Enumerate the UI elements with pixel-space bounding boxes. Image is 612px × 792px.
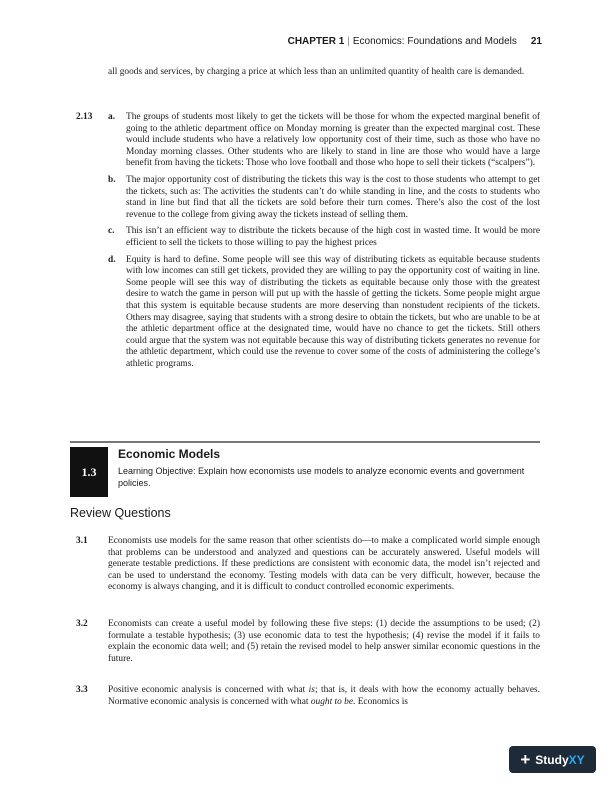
part-text: The groups of students most likely to get the tickets will be those for whom the expected marginal benefit of going to the athletic department office on Monday morning is greater than the expected marginal cost. These would include students who have a relatively low opportunity cost of their time, such as those who have no Monday morning classes. Other students who are likely to stand in line are those who would have a large benefit from having the tickets: Those who love football and those who hope to sell their tickets (“scalpers”).	[126, 112, 540, 169]
learning-objective: Learning Objective: Explain how economists use models to analyze economic events and government policies.	[118, 466, 525, 488]
problem-part-a	[108, 112, 540, 170]
chapter-label: CHAPTER 1	[287, 36, 345, 47]
part-label: a.	[108, 112, 116, 122]
part-text: The major opportunity cost of distributing the tickets this way is the cost to those students who attempt to get the tickets, such as: The activities the students can’t do while standing in line, and the costs to students who stand in line but find that all the tickets are sold before their turn comes. There’s also the cost of the lost revenue to the college from giving away the tickets instead of selling them.	[126, 174, 540, 220]
section-header	[70, 441, 540, 501]
emphasis-is: is	[308, 685, 315, 695]
chapter-title: Economics: Foundations and Models	[352, 36, 517, 47]
question-answer: Economists use models for the same reason that other scientists do—to make a complicated world simple enough that problems can be understood and analyzed and questions can be accurately answered. Useful models will generate testable predictions. If these predictions are consistent with economic data, the model isn’t rejected and can be used to understand the economy. Testing models with data can be very difficult, however, because the economy is always changing, and it is difficult to conduct controlled economic experiments.	[108, 536, 540, 593]
review-question-3-1	[76, 536, 540, 594]
problem-part-b	[108, 175, 540, 221]
section-title: Economic Models	[118, 447, 221, 461]
emphasis-ought-to-be: ought to be	[310, 696, 353, 707]
review-questions-heading: Review Questions	[70, 506, 171, 520]
part-text: This isn’t an efficient way to distribute the tickets because of the high cost in wasted time. It would be more efficient to sell the tickets to those willing to pay the highest prices	[126, 226, 540, 248]
studyxy-watermark	[509, 746, 596, 773]
problem-part-d	[108, 255, 540, 371]
question-answer: Positive economic analysis is concerned with what is; that is, it deals with how the economy actually behaves. Normative economic analysis is concerned with what ought to be. Economics is	[108, 685, 540, 707]
page-number: 21	[530, 36, 542, 47]
problem-2-13	[76, 112, 540, 375]
question-number: 3.2	[76, 619, 88, 629]
watermark-study: Study	[535, 752, 569, 767]
part-text: Equity is hard to define. Some people will see this way of distributing tickets as equitable because students with low incomes can still get tickets, provided they are willing to pay the opportunity cost of waiting in line. Some people will see this way of distributing the tickets as equitable because only those with the greatest desire to watch the game in person will put up with the hassle of getting the tickets. Some people might argue that this system is equitable because students are more deserving than nonstudent recipients of the tickets. Others may disagree, saying that students with a strong desire to obtain the tickets, but who are unable to be at the athletic department office at the designated time, would have no chance to get the tickets. Still others could argue that the system was not equitable because this way of distributing tickets generates no revenue for the athletic department, which could use the revenue to cover some of the costs of administering the college’s athletic programs.	[126, 254, 540, 369]
problem-part-c	[108, 226, 540, 249]
part-label: b.	[108, 174, 116, 185]
part-label: c.	[108, 226, 115, 237]
running-header	[288, 36, 542, 47]
watermark-xy: XY	[568, 752, 585, 767]
problem-number: 2.13	[76, 112, 93, 122]
part-label: d.	[108, 254, 116, 265]
review-question-3-2	[76, 619, 540, 665]
review-question-3-3	[76, 685, 540, 708]
question-number: 3.3	[76, 685, 88, 695]
question-answer: Economists can create a useful model by following these five steps: (1) decide the assumptions to be used; (2) formulate a testable hypothesis; (3) use economic data to test the hypothesis; (4) revise the model if it fails to explain the economic data well; and (5) retain the revised model to help answer similar economic questions in the future.	[108, 619, 540, 664]
continuation-paragraph: all goods and services, by charging a price at which less than an unlimited quantity of health care is demanded.	[108, 67, 525, 77]
question-number: 3.1	[76, 536, 88, 546]
section-number: 1.3	[70, 447, 108, 497]
plus-icon: +	[520, 750, 531, 769]
header-separator: |	[347, 36, 350, 47]
